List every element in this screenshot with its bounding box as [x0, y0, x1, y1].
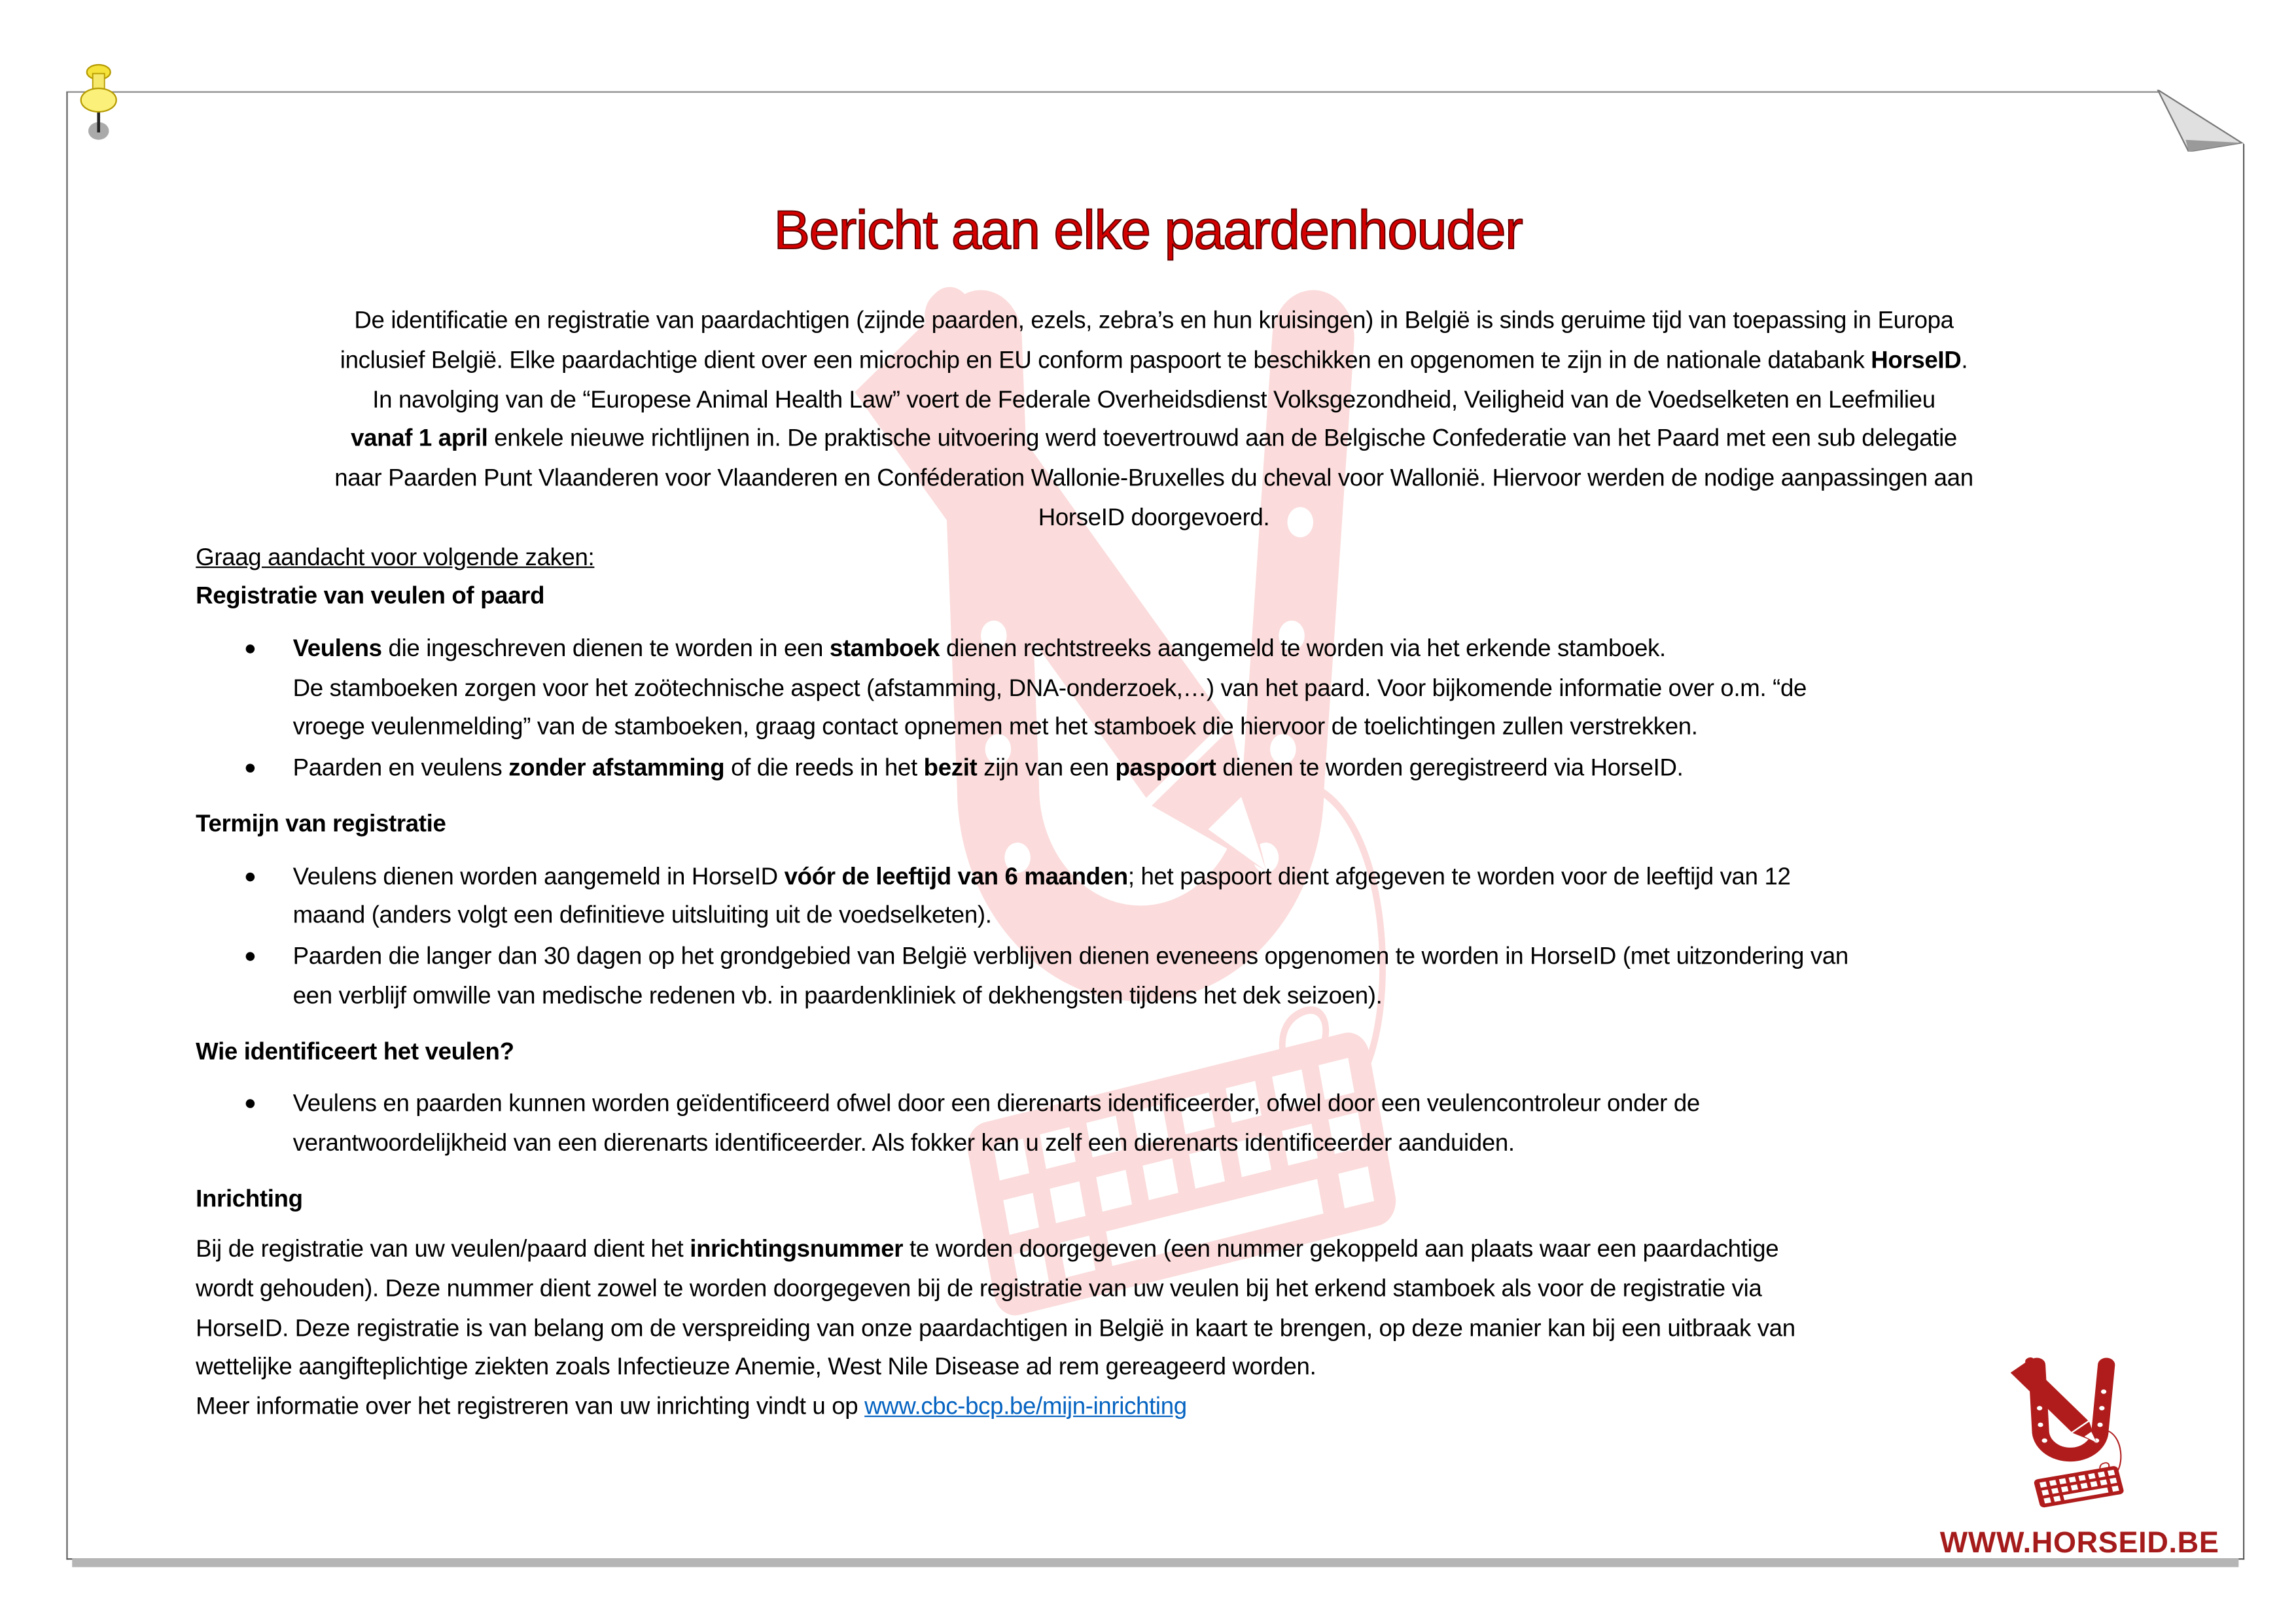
folded-corner-icon: [2156, 90, 2244, 151]
bullet-line: [293, 712, 1698, 742]
page-title: Bericht aan elke paardenhouder: [773, 200, 1523, 261]
bold-text: zonder afstamming: [508, 754, 725, 782]
text: wordt gehouden). Deze nummer dient zowel te worden doorgegeven bij de registratie van uw veulen bij het erkend stamboek als voor de registratie via: [196, 1276, 1762, 1302]
intro-line: [0, 503, 2296, 532]
bullet-line: [293, 1128, 1515, 1158]
attention-line: [196, 543, 594, 572]
text: verantwoordelijkheid van een dierenarts identificeerder. Als fokker kan u zelf een dierenarts identificeerder aanduiden.: [292, 1130, 1515, 1157]
text: .: [1961, 347, 1968, 374]
text: Veulens dienen worden aangemeld in HorseID: [292, 864, 785, 890]
bold-text: bezit: [923, 754, 978, 782]
bullet-icon: [246, 952, 255, 960]
bullet-icon: [246, 763, 255, 772]
website-label: WWW.HORSEID.BE: [1939, 1527, 2219, 1560]
paragraph-line: [196, 1274, 1761, 1304]
bold-text: stamboek: [829, 635, 940, 663]
text: HorseID doorgevoerd.: [1038, 504, 1270, 532]
intro-line: [0, 424, 2296, 453]
section-heading: Registratie van veulen of paard: [196, 582, 545, 610]
inrichting-link[interactable]: www.cbc-bcp.be/mijn-inrichting: [864, 1393, 1187, 1420]
text: De identificatie en registratie van paardachtigen (zijnde paarden, ezels, zebra’s en hun kruisingen) in België is sinds geruime tijd van toepassing in Europa: [354, 307, 1954, 334]
text: dienen te worden geregistreerd via HorseID.: [1216, 754, 1684, 782]
intro-line: [0, 306, 2296, 336]
text: wettelijke aangifteplichtige ziekten zoals Infectieuze Anemie, West Nile Disease ad rem gereageerd worden.: [196, 1353, 1316, 1380]
paragraph-line: [196, 1234, 1778, 1264]
bold-text: HorseID: [1871, 347, 1962, 374]
bullet-line: [293, 634, 1666, 663]
bullet-line: [293, 942, 1848, 971]
bullet-line: [293, 862, 1791, 892]
text: naar Paarden Punt Vlaanderen voor Vlaanderen en Conféderation Wallonie-Bruxelles du cheval voor Wallonië. Hiervoor werden de nodige aanpassingen aan: [334, 464, 1973, 492]
pushpin-icon: [77, 61, 120, 144]
text: inclusief België. Elke paardachtige dient over een microchip en EU conform paspoort te beschikken en opgenomen te zijn in de nationale databank: [340, 347, 1871, 374]
bold-text: Veulens: [292, 635, 382, 663]
intro-line: [0, 464, 2296, 493]
bullet-line: [293, 901, 992, 930]
bullet-icon: [246, 1099, 255, 1108]
paragraph-line: [196, 1352, 1316, 1382]
text: enkele nieuwe richtlijnen in. De praktische uitvoering werd toevertrouwd aan de Belgische Confederatie van het Paard met een sub delegatie: [487, 425, 1957, 452]
intro-line: [0, 385, 2296, 415]
bold-text: inrichtingsnummer: [690, 1236, 904, 1263]
text: zijn van een: [977, 754, 1116, 782]
section-heading: Termijn van registratie: [196, 811, 446, 837]
text: Veulens en paarden kunnen worden geïdentificeerd ofwel door een dierenarts identificeerder, ofwel door een veulencontroleur onder de: [292, 1090, 1700, 1117]
bullet-line: [293, 1089, 1700, 1119]
bold-text: vóór de leeftijd van 6 maanden: [784, 864, 1128, 890]
text: te worden doorgegeven (een nummer gekoppeld aan plaats waar een paardachtige: [903, 1236, 1779, 1263]
text: ; het paspoort dient afgegeven te worden voor de leeftijd van 12: [1127, 864, 1791, 890]
text: die ingeschreven dienen te worden in een: [381, 635, 830, 663]
attention-label: Graag aandacht voor volgende zaken:: [196, 544, 595, 571]
text: een verblijf omwille van medische redenen vb. in paardenkliniek of dekhengsten tijdens het dek seizoen).: [292, 983, 1383, 1010]
paragraph-line: [196, 1392, 1187, 1422]
text: Paarden en veulens: [292, 754, 509, 782]
bullet-line: [293, 981, 1383, 1011]
text: of die reeds in het: [724, 754, 924, 782]
paragraph-line: [196, 1314, 1795, 1344]
text: maand (anders volgt een definitieve uitsluiting uit de voedselketen).: [292, 901, 992, 929]
intro-line: [0, 346, 2296, 375]
bullet-line: [293, 674, 1807, 703]
bold-text: paspoort: [1115, 754, 1216, 782]
text: Meer informatie over het registreren van uw inrichting vindt u op: [196, 1393, 865, 1420]
paper-shadow: [72, 1558, 2238, 1567]
text: Paarden die langer dan 30 dagen op het grondgebied van België verblijven dienen eveneens opgenomen te worden in HorseID (met uitzondering van: [292, 943, 1848, 970]
text: Bij de registratie van uw veulen/paard dient het: [196, 1236, 690, 1263]
text: In navolging van de “Europese Animal Health Law” voert de Federale Overheidsdienst Volksgezondheid, Veiligheid van de Voedselketen en Leefmilieu: [372, 387, 1935, 414]
section-heading: Wie identificeert het veulen?: [196, 1039, 514, 1066]
text: vroege veulenmelding” van de stamboeken, graag contact opnemen met het stamboek die hiervoor de toelichtingen zullen verstrekken.: [292, 713, 1698, 741]
section-heading: Inrichting: [196, 1186, 303, 1213]
bullet-icon: [246, 873, 255, 881]
text: De stamboeken zorgen voor het zoötechnische aspect (afstamming, DNA-onderzoek,…) van het paard. Voor bijkomende informatie over o.m. “de: [292, 675, 1807, 702]
horseid-logo: [2002, 1357, 2137, 1511]
text: HorseID. Deze registratie is van belang om de verspreiding van onze paardachtigen in België in kaart te brengen, op deze manier kan bij een uitbraak van: [196, 1315, 1795, 1342]
text: dienen rechtstreeks aangemeld te worden via het erkende stamboek.: [940, 635, 1666, 663]
bullet-line: [293, 754, 1684, 783]
bold-text: vanaf 1 april: [351, 425, 488, 452]
bullet-icon: [246, 644, 255, 653]
